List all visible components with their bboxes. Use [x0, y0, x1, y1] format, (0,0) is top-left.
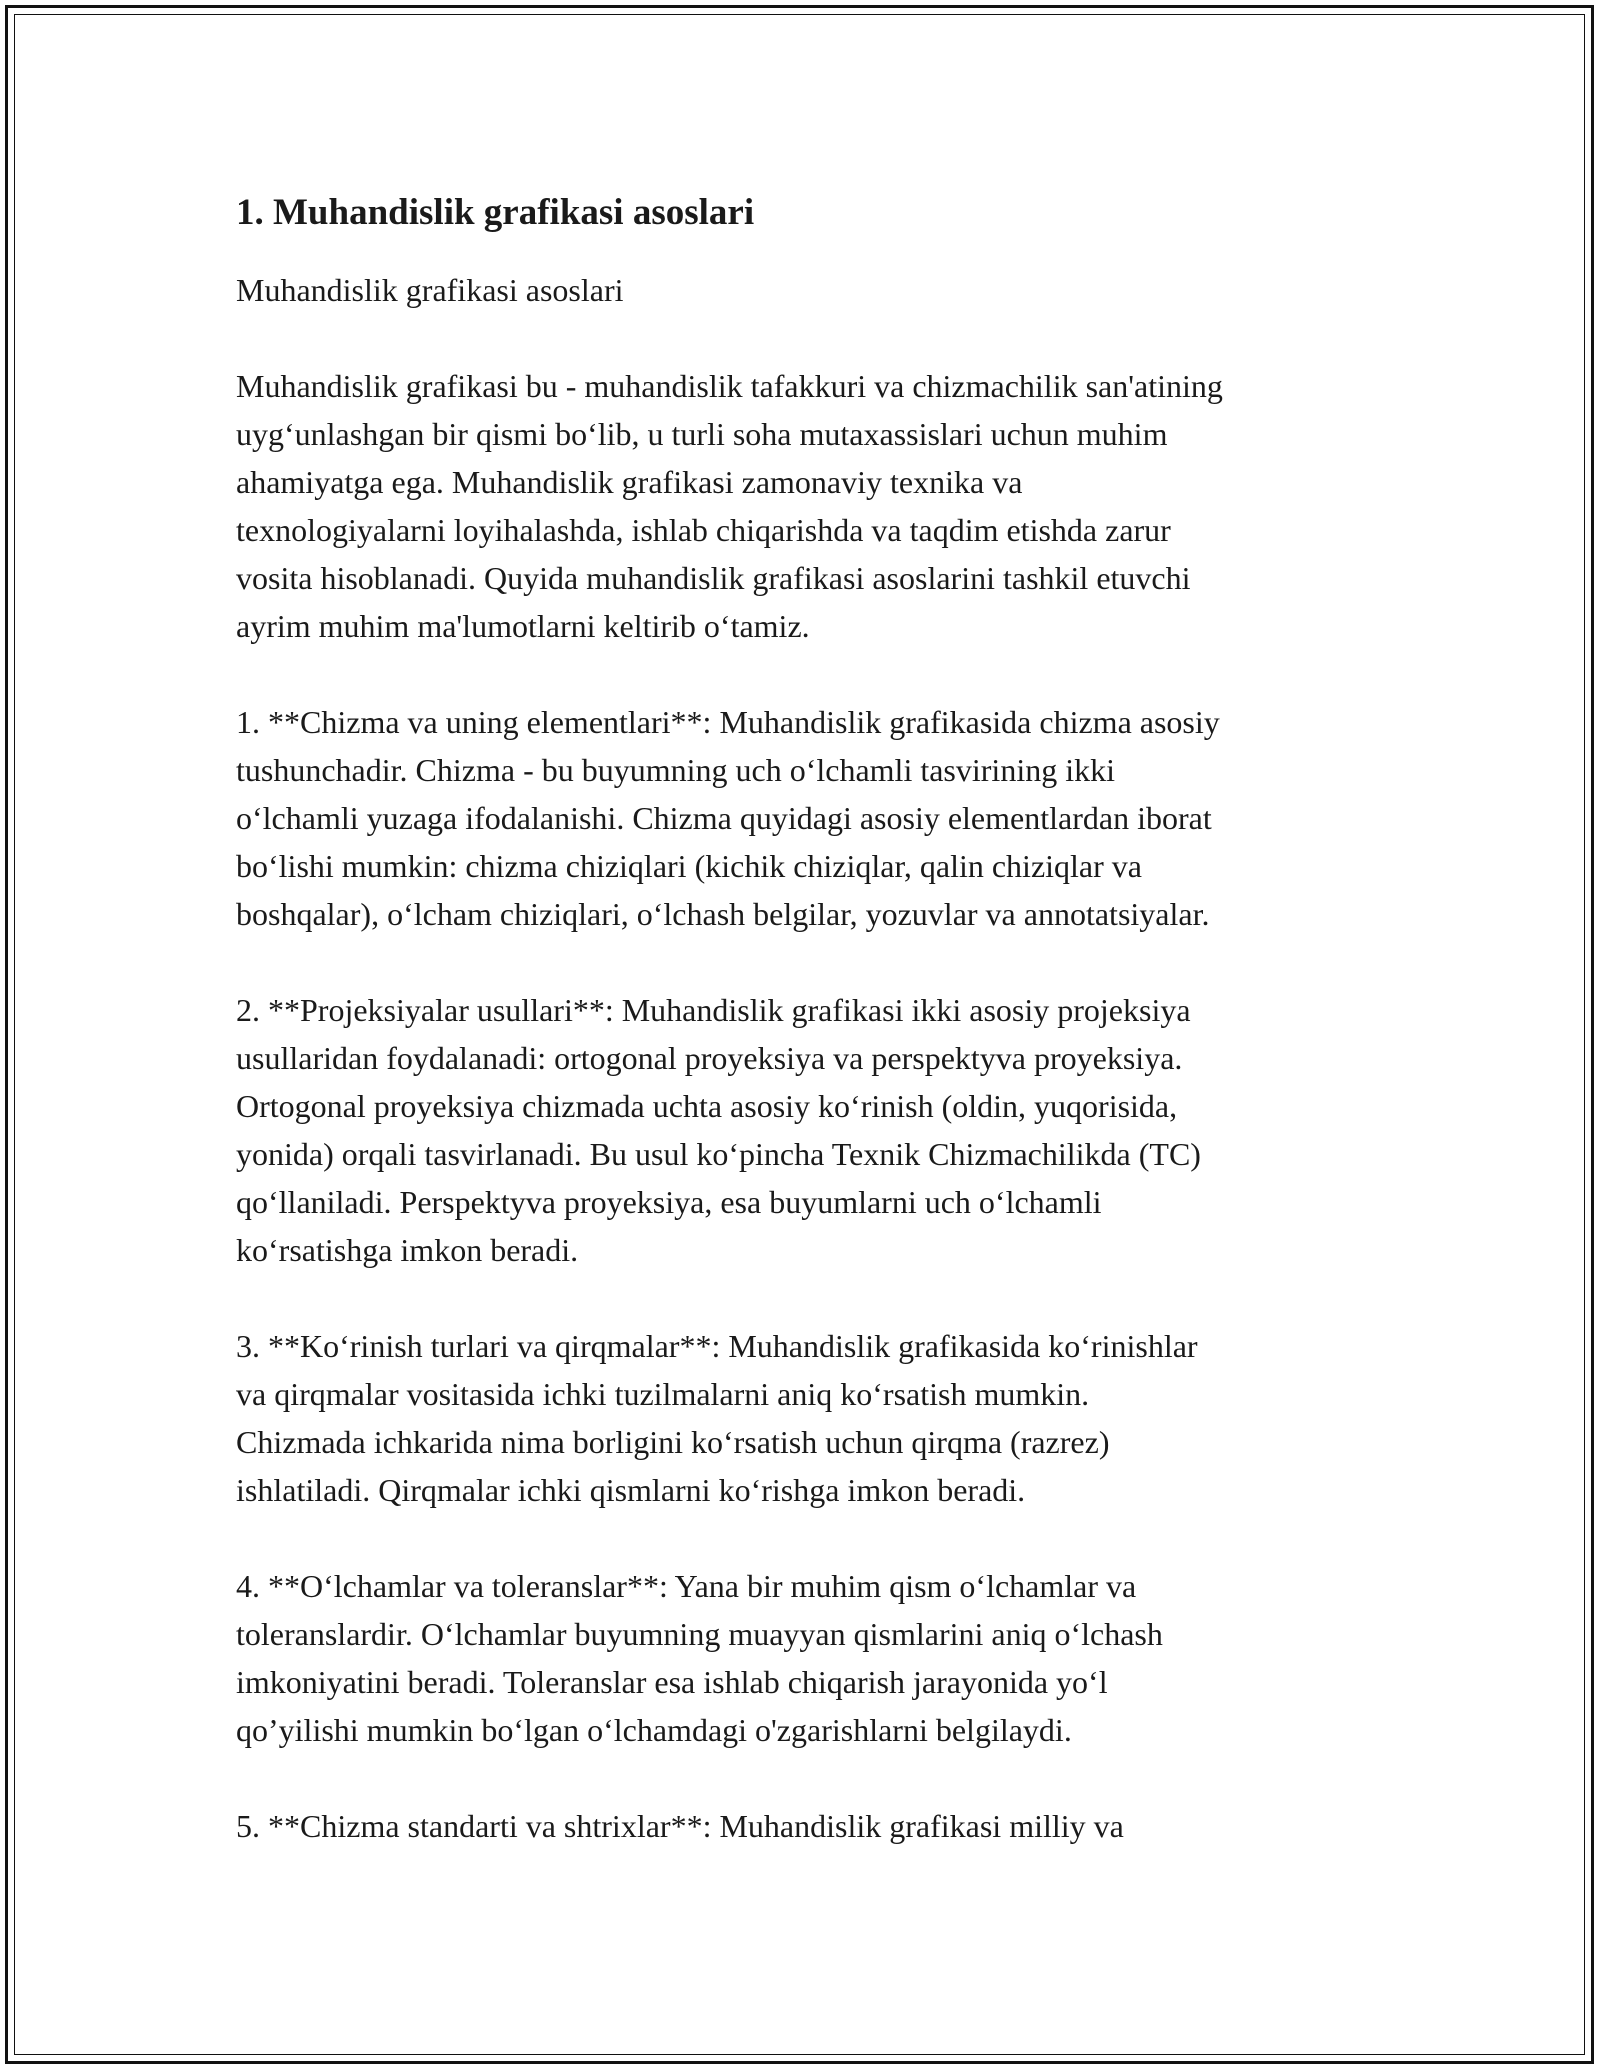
paragraph-line: imkoniyatini beradi. Toleranslar esa ishlab chiqarish jarayonida yo‘l [236, 1664, 1108, 1700]
paragraph-line: 3. **Ko‘rinish turlari va qirqmalar**: Muhandislik grafikasida ko‘rinishlar [236, 1328, 1198, 1364]
paragraph-line: va qirqmalar vositasida ichki tuzilmalarni aniq ko‘rsatish mumkin. [236, 1376, 1090, 1412]
paragraph-line: qo’yilishi mumkin bo‘lgan o‘lchamdagi o'zgarishlarni belgilaydi. [236, 1712, 1072, 1748]
paragraph-line: Ortogonal proyeksiya chizmada uchta asosiy ko‘rinish (oldin, yuqorisida, [236, 1088, 1178, 1124]
paragraph-list [236, 362, 1376, 1850]
paragraph-line: o‘lchamli yuzaga ifodalanishi. Chizma quyidagi asosiy elementlardan iborat [236, 800, 1212, 836]
paragraph-line: uyg‘unlashgan bir qismi bo‘lib, u turli soha mutaxassislari uchun muhim [236, 416, 1168, 452]
paragraph-line: tushunchadir. Chizma - bu buyumning uch o‘lchamli tasvirining ikki [236, 752, 1115, 788]
paragraph [236, 1802, 1376, 1850]
paragraph-line: Chizmada ichkarida nima borligini ko‘rsatish uchun qirqma (razrez) [236, 1424, 1110, 1460]
paragraph-line: 1. **Chizma va uning elementlari**: Muhandislik grafikasida chizma asosiy [236, 704, 1220, 740]
paragraph-line: ayrim muhim ma'lumotlarni keltirib o‘tamiz. [236, 608, 810, 644]
paragraph [236, 986, 1376, 1274]
paragraph-line: yonida) orqali tasvirlanadi. Bu usul ko‘pincha Texnik Chizmachilikda (TC) [236, 1136, 1201, 1172]
paragraph-line: ko‘rsatishga imkon beradi. [236, 1232, 579, 1268]
paragraph-line: toleranslardir. O‘lchamlar buyumning muayyan qismlarini aniq o‘lchash [236, 1616, 1163, 1652]
paragraph-line: 2. **Projeksiyalar usullari**: Muhandislik grafikasi ikki asosiy projeksiya [236, 992, 1191, 1028]
paragraph [236, 1562, 1376, 1754]
paragraph-line: usullaridan foydalanadi: ortogonal proyeksiya va perspektyva proyeksiya. [236, 1040, 1183, 1076]
paragraph-line: Muhandislik grafikasi bu - muhandislik tafakkuri va chizmachilik san'atining [236, 368, 1223, 404]
paragraph [236, 1322, 1376, 1514]
document-subtitle: Muhandislik grafikasi asoslari [236, 272, 624, 308]
document-title: 1. Muhandislik grafikasi asoslari [236, 192, 755, 233]
paragraph [236, 362, 1376, 650]
paragraph [236, 698, 1376, 938]
paragraph-line: ahamiyatga ega. Muhandislik grafikasi zamonaviy texnika va [236, 464, 1023, 500]
paragraph-line: qo‘llaniladi. Perspektyva proyeksiya, esa buyumlarni uch o‘lchamli [236, 1184, 1102, 1220]
document-body [236, 188, 1376, 1898]
paragraph-line: bo‘lishi mumkin: chizma chiziqlari (kichik chiziqlar, qalin chiziqlar va [236, 848, 1142, 884]
paragraph-line: ishlatiladi. Qirqmalar ichki qismlarni ko‘rishga imkon beradi. [236, 1472, 1026, 1508]
paragraph-line: vosita hisoblanadi. Quyida muhandislik grafikasi asoslarini tashkil etuvchi [236, 560, 1191, 596]
paragraph-line: 5. **Chizma standarti va shtrixlar**: Muhandislik grafikasi milliy va [236, 1808, 1124, 1844]
paragraph-line: 4. **O‘lchamlar va toleranslar**: Yana bir muhim qism o‘lchamlar va [236, 1568, 1137, 1604]
paragraph-line: boshqalar), o‘lcham chiziqlari, o‘lchash belgilar, yozuvlar va annotatsiyalar. [236, 896, 1210, 932]
paragraph-line: texnologiyalarni loyihalashda, ishlab chiqarishda va taqdim etishda zarur [236, 512, 1171, 548]
